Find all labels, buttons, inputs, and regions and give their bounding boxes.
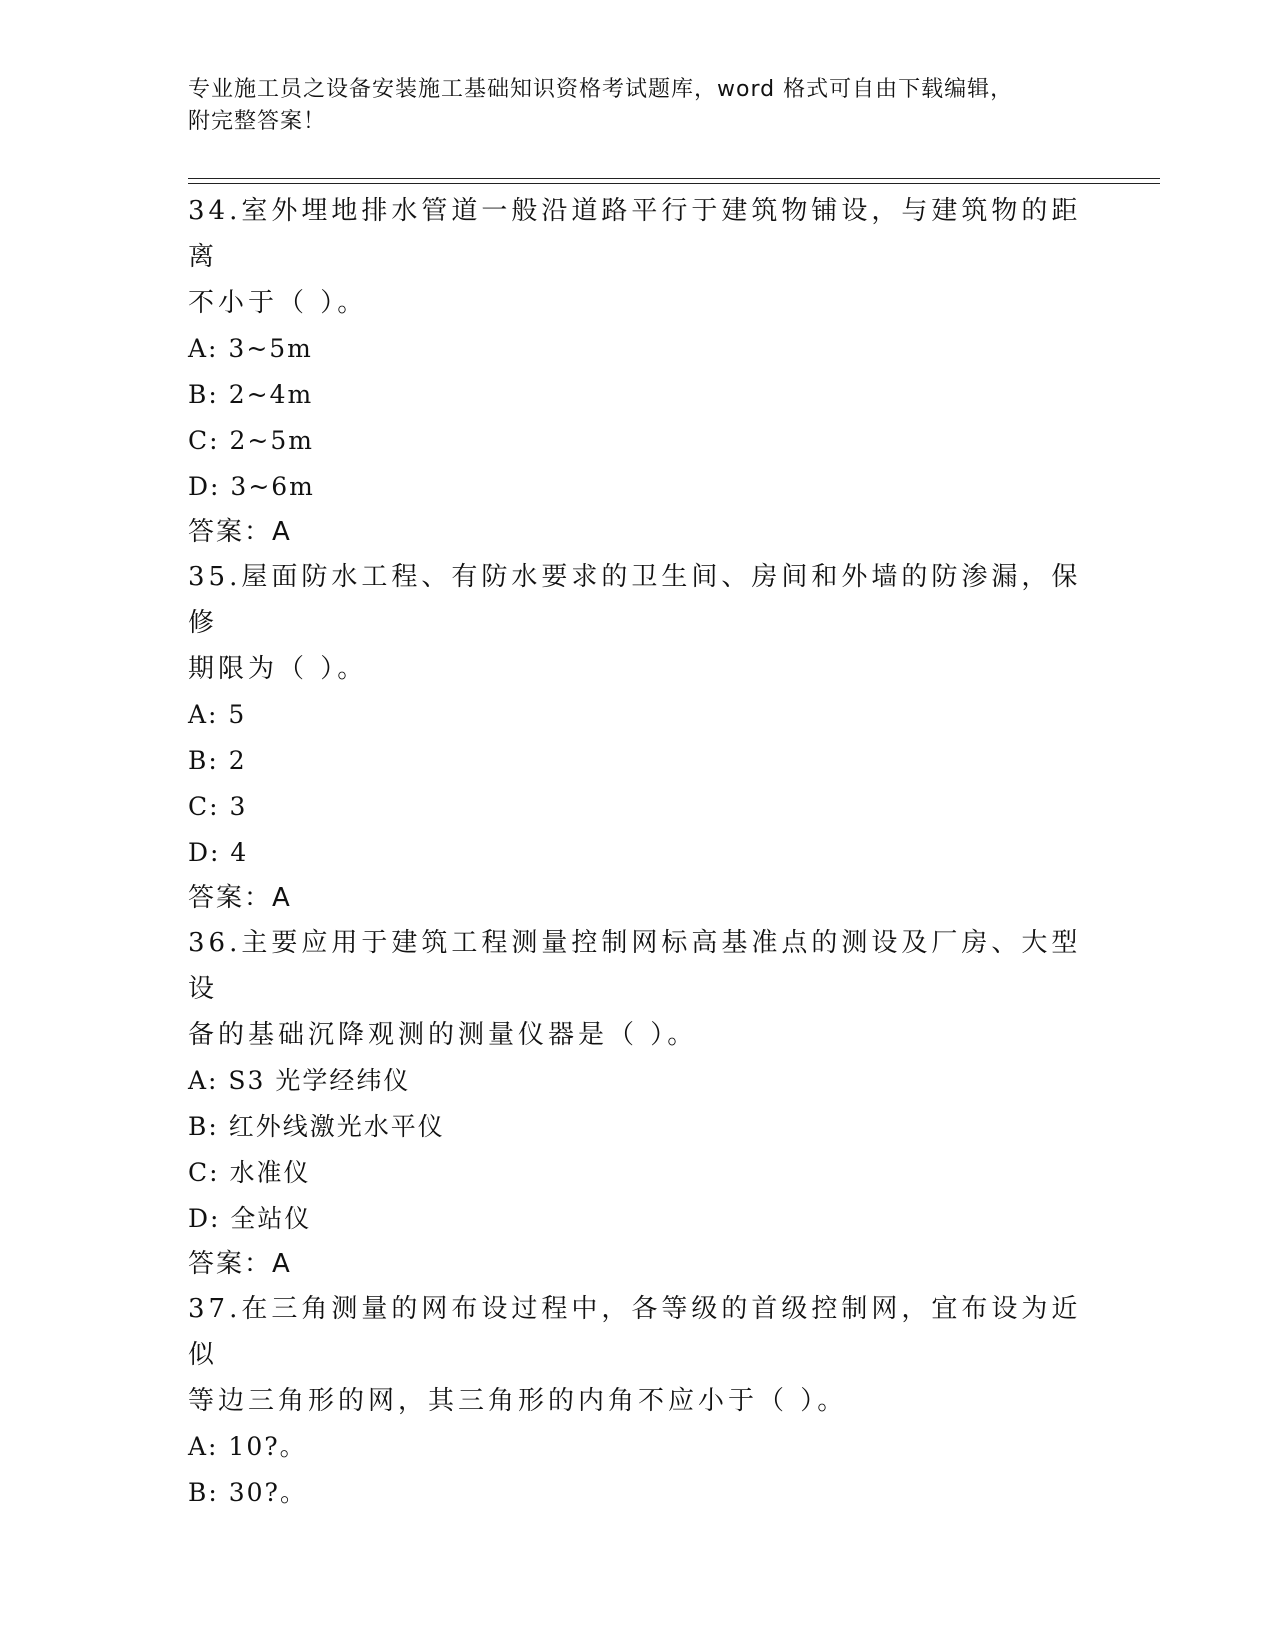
answer-label: 答案： <box>188 1249 273 1279</box>
question-text: 36.主要应用于建筑工程测量控制网标高基准点的测设及厂房、大型设 备的基础沉降观测的测量仪器是（ ）。 <box>188 928 1082 1050</box>
answer-label: 答案： <box>188 517 273 547</box>
header-divider-bottom <box>188 183 1160 184</box>
option-b: B: 30?。 <box>188 1478 307 1507</box>
option-a: A: 5 <box>188 700 247 729</box>
option-b: B: 2~4m <box>188 380 314 409</box>
option-d: D: 全站仪 <box>188 1204 312 1233</box>
document-header: 专业施工员之设备安装施工基础知识资格考试题库，word 格式可自由下载编辑， 附完整答案！ <box>188 77 1014 134</box>
option-a: A: 10?。 <box>188 1432 307 1461</box>
answer-line <box>188 510 1088 554</box>
question-text: 37.在三角测量的网布设过程中，各等级的首级控制网，宜布设为近似 等边三角形的网，其三角形的内角不应小于（ ）。 <box>188 1294 1082 1416</box>
option-b: B: 2 <box>188 746 247 775</box>
option-d: D: 3~6m <box>188 472 315 501</box>
question-37 <box>188 1286 1088 1516</box>
question-34 <box>188 188 1088 554</box>
answer-label: 答案： <box>188 883 273 913</box>
question-text: 35.屋面防水工程、有防水要求的卫生间、房间和外墙的防渗漏，保修 期限为（ ）。 <box>188 562 1082 684</box>
question-text: 34.室外埋地排水管道一般沿道路平行于建筑物铺设，与建筑物的距离 不小于（ ）。 <box>188 196 1082 318</box>
question-35 <box>188 554 1088 920</box>
answer-value: A <box>272 883 292 913</box>
option-a: A: 3~5m <box>188 334 313 363</box>
option-d: D: 4 <box>188 838 249 867</box>
answer-line <box>188 876 1088 920</box>
option-c: C: 水准仪 <box>188 1158 311 1187</box>
answer-value: A <box>272 517 292 547</box>
answer-value: A <box>272 1249 292 1279</box>
answer-line <box>188 1242 1088 1286</box>
option-b: B: 红外线激光水平仪 <box>188 1112 445 1141</box>
question-36 <box>188 920 1088 1286</box>
header-divider-top <box>188 178 1160 179</box>
option-c: C: 3 <box>188 792 248 821</box>
option-a: A: S3 光学经纬仪 <box>188 1066 411 1095</box>
option-c: C: 2~5m <box>188 426 314 455</box>
